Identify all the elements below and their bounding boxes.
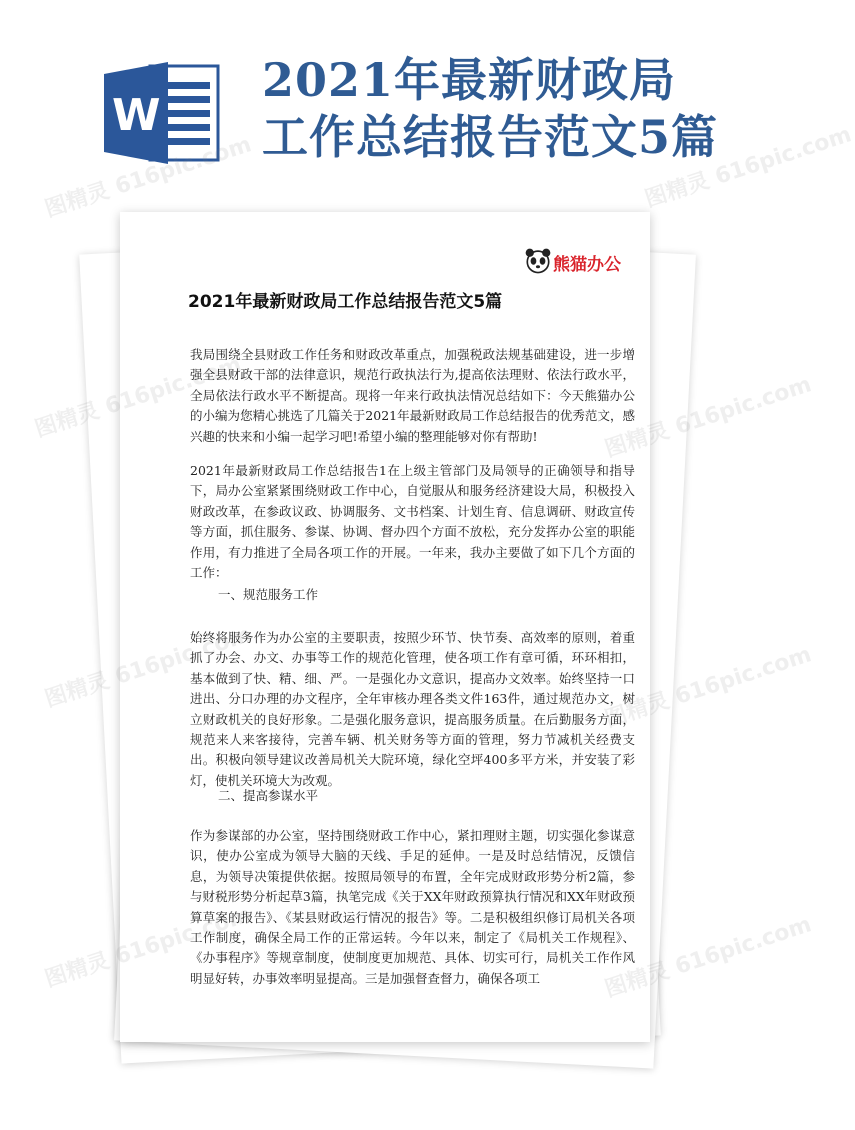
header-title-line-1: 2021年最新财政局 — [262, 53, 677, 107]
page-header — [0, 0, 800, 200]
document-title: 2021年最新财政局工作总结报告范文5篇 — [188, 292, 503, 312]
paragraph-1: 2021年最新财政局工作总结报告1在上级主管部门及局领导的正确领导和指导下，局办公室紧紧围绕财政工作中心，自觉服从和服务经济建设大局，积极投入财政改革，在参政议政、协调服务、文书档案、计划生育、信息调研、财政宣传等方面，抓住服务、参谋、协调、督办四个方面不放松，充分发挥办公室的职能作用，有力推进了全局各项工作的开展。一年来，我办主要做了如下几个方面的工作： — [190, 463, 635, 581]
watermark: 图精灵 616pic.com — [42, 132, 255, 223]
watermark: 图精灵 616pic.com — [602, 912, 815, 1003]
watermark: 图精灵 616pic.com — [642, 122, 855, 213]
section-heading-2: 二、提高参谋水平 — [218, 788, 319, 803]
watermark: 图精灵 — [42, 668, 113, 713]
word-document-icon — [104, 62, 222, 164]
watermark: 图精灵 616pic.com — [602, 642, 815, 733]
watermark: 图精灵 — [32, 398, 103, 443]
paragraph-2: 始终将服务作为办公室的主要职责，按照少环节、快节奏、高效率的原则，着重抓了办会、办文、办事等工作的规范化管理，使各项工作有章可循，环环相扣，基本做到了快、精、细、严。一是强化办文意识，提高办文效率。始终坚持一口进出、分口办理的办文程序，全年审核办理各类文件163件，通过规范办文，树立财政机关的良好形象。二是强化服务意识，提高服务质量。在后勤服务方面，规范来人来客接待，完善车辆、机关财务等方面的管理，努力节减机关经费支出。积极向领导建议改善局机关大院环境，绿化空坪400多平方米，并安装了彩灯，使机关环境大为改观。 — [190, 630, 635, 788]
watermark: 图精灵 — [42, 948, 113, 993]
panda-logo-icon — [524, 247, 552, 275]
brand-logo-text: 熊猫办公 — [553, 255, 621, 275]
header-title-line-2: 工作总结报告范文5篇 — [262, 110, 719, 164]
section-heading-1: 一、规范服务工作 — [218, 587, 319, 602]
header-title — [262, 52, 782, 166]
intro-paragraph: 我局围绕全县财政工作任务和财政改革重点，加强税政法规基础建设，进一步增强全县财政干部的法律意识，规范行政执法行为,提高依法理财、依法行政水平，全局依法行政水平不断提高。现将一年来行政执法情况总结如下：今天熊猫办公的小编为您精心挑选了几篇关于2021年最新财政局工作总结报告的优秀范文，感兴趣的快来和小编一起学习吧!希望小编的整理能够对你有帮助! — [190, 347, 635, 444]
svg-text:W: W — [112, 90, 161, 141]
watermark: 图精灵 616pic.com — [602, 372, 815, 463]
paragraph-3: 作为参谋部的办公室，坚持围绕财政工作中心，紧扣理财主题，切实强化参谋意识，使办公室成为领导大脑的天线、手足的延伸。一是及时总结情况，反馈信息，为领导决策提供依据。按照局领导的布置，全年完成财政形势分析2篇，参与财税形势分析起草3篇，执笔完成《关于XX年财政预算执行情况和XX年财政预算草案的报告》、《某县财政运行情况的报告》等。二是积极组织修订局机关各项工作制度，确保全局工作的正常运转。今年以来，制定了《局机关工作规程》、《办事程序》等规章制度，使制度更加规范、具体、切实可行，局机关工作作风明显好转，办事效率明显提高。三是加强督查督力，确保各项工 — [190, 828, 635, 986]
